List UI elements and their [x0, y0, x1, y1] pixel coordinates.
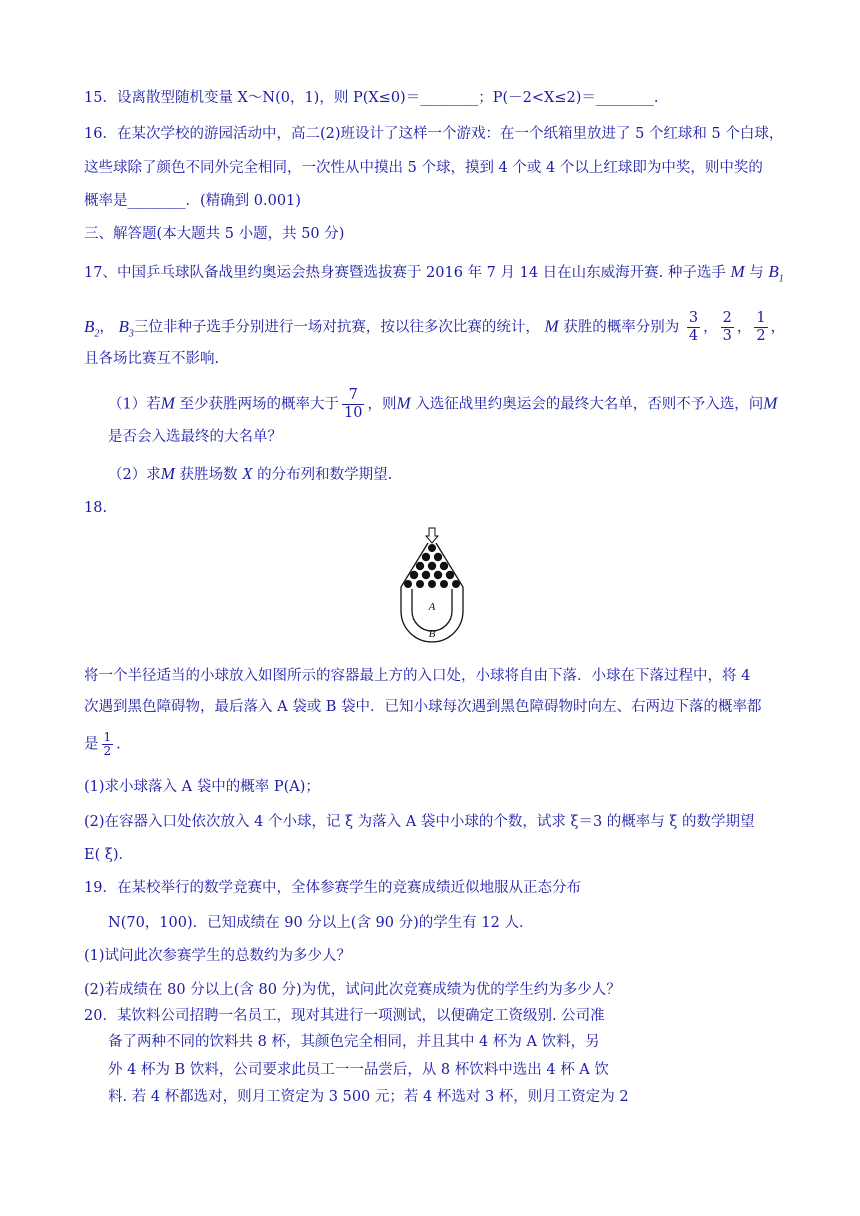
var-b: B — [768, 262, 779, 281]
q18-line1: 将一个半径适当的小球放入如图所示的容器最上方的入口处，小球将自由下落．小球在下落过程中，将 4 — [84, 668, 751, 684]
q17-part2-text-b: 获胜场数 — [179, 467, 238, 483]
denominator: 4 — [688, 328, 699, 344]
q17-line1-text: 17、中国乒乓球队备战里约奥运会热身赛暨选拔赛于 2016 年 7 月 14 日在山东威海开赛. 种子选手 — [84, 265, 726, 281]
numerator: 7 — [342, 387, 364, 405]
bag-b-label: B — [428, 628, 436, 640]
section-heading: 三、解答题(本大题共 5 小题，共 50 分) — [84, 226, 345, 242]
obstacle-dots — [404, 544, 460, 588]
var-x: X — [242, 464, 253, 483]
denominator: 3 — [722, 328, 732, 344]
q17-line3: 且各场比赛互不影响. — [84, 351, 220, 367]
q17-line2-text-b: 获胜的概率分别为 — [563, 319, 680, 336]
q18-line2: 次遇到黑色障碍物，最后落入 A 袋或 B 袋中．已知小球每次遇到黑色障碍物时向左、右两边下落的概率都 — [84, 699, 762, 715]
var-b: B — [84, 316, 95, 336]
numerator: 1 — [103, 730, 112, 744]
q18-part1: (1)求小球落入 A 袋中的概率 P(A)； — [84, 779, 320, 795]
q17-line2 — [84, 310, 785, 345]
var-b3 — [118, 316, 134, 339]
denominator: 10 — [344, 405, 363, 421]
var-b1 — [768, 262, 784, 285]
q18-line3-text-b: . — [116, 736, 121, 753]
word-yu: 与 — [749, 265, 764, 281]
q20-line3: 外 4 杯为 B 饮料，公司要求此员工一一品尝后，从 8 杯饮料中选出 4 杯 A 饮 — [108, 1062, 609, 1078]
q20-line4: 料. 若 4 杯都选对，则月工资定为 3 500 元；若 4 杯选对 3 杯，则月工资定为 2 — [108, 1089, 629, 1105]
q17-part1-line2: 是否会入选最终的大名单？ — [108, 429, 282, 445]
q18-part2-line2: E( ξ)． — [84, 847, 133, 863]
q16-line3: 概率是________．(精确到 0.001) — [84, 193, 301, 209]
comma: ， — [770, 319, 786, 336]
q17-line2-text-a: 三位非种子选手分别进行一场对抗赛，按以往多次比赛的统计， — [133, 319, 540, 336]
comma: ， — [736, 319, 752, 336]
entry-arrow-icon — [426, 528, 438, 543]
var-b: B — [118, 316, 129, 336]
comma: ， — [99, 319, 114, 336]
fraction-2-3 — [721, 310, 734, 345]
subscript-3: 3 — [128, 327, 134, 339]
var-m: M — [763, 393, 778, 413]
q18-number: 18. — [84, 500, 108, 516]
q17-part2-text-a: （2）求 — [108, 467, 161, 483]
fraction-1-2 — [754, 310, 767, 345]
var-m: M — [396, 393, 411, 413]
q17-part1-text-b: 至少获胜两场的概率大于 — [179, 396, 340, 413]
numerator: 1 — [756, 310, 766, 326]
ball-container-figure — [392, 527, 472, 649]
q18-line3 — [84, 731, 121, 758]
subscript-2: 2 — [94, 327, 100, 339]
q20-line2: 备了两种不同的饮料共 8 杯，其颜色完全相同，并且其中 4 杯为 A 饮料，另 — [108, 1034, 600, 1050]
denominator: 2 — [103, 744, 112, 758]
var-m: M — [544, 316, 559, 336]
q17-part1-text-d: 入选征战里约奥运会的最终大名单，否则不予入选，问 — [415, 396, 764, 413]
denominator: 2 — [756, 328, 766, 344]
q17-part1-text-c: ，则 — [367, 396, 397, 413]
q20-line1: 20．某饮料公司招聘一名员工，现对其进行一项测试，以便确定工资级别. 公司准 — [84, 1008, 605, 1024]
subscript-1: 1 — [778, 273, 784, 285]
fraction-7-10 — [342, 387, 364, 422]
q17-part1 — [108, 387, 777, 422]
var-m: M — [160, 464, 175, 483]
q19-part2: (2)若成绩在 80 分以上(含 80 分)为优，试问此次竞赛成绩为优的学生约为多少人？ — [84, 982, 621, 998]
q18-part2-line1: (2)在容器入口处依次放入 4 个小球，记 ξ 为落入 A 袋中小球的个数，试求 ξ＝3 的概率与 ξ 的数学期望 — [84, 814, 755, 830]
q19-line2: N(70，100)．已知成绩在 90 分以上(含 90 分)的学生有 12 人． — [108, 915, 534, 931]
comma: ， — [703, 319, 718, 336]
q17-part1-text-a: （1）若 — [108, 396, 161, 413]
q17-part2 — [108, 464, 392, 485]
q17-part2-text-c: 的分布列和数学期望. — [257, 467, 393, 483]
q15-text: 15．设离散型随机变量 X～N(0，1)，则 P(X≤0)＝________；P(－2<X≤2)＝________. — [84, 90, 659, 106]
numerator: 2 — [722, 310, 732, 326]
bag-a-label: A — [428, 601, 436, 613]
q16-line2: 这些球除了颜色不同外完全相同，一次性从中摸出 5 个球，摸到 4 个或 4 个以上红球即为中奖，则中奖的 — [84, 160, 763, 176]
q16-line1: 16．在某次学校的游园活动中，高二(2)班设计了这样一个游戏：在一个纸箱里放进了 5 个红球和 5 个白球， — [84, 126, 784, 142]
numerator: 3 — [688, 310, 699, 326]
var-m: M — [160, 393, 175, 413]
q17-line1 — [84, 262, 784, 289]
q19-line1: 19．在某校举行的数学竞赛中，全体参赛学生的竞赛成绩近似地服从正态分布 — [84, 880, 581, 896]
q18-line3-text-a: 是 — [84, 736, 99, 753]
var-m: M — [730, 262, 745, 281]
fraction-1-2 — [102, 731, 114, 758]
fraction-3-4 — [687, 310, 700, 345]
var-b2 — [84, 316, 100, 339]
q19-part1: (1)试问此次参赛学生的总数约为多少人？ — [84, 948, 352, 964]
